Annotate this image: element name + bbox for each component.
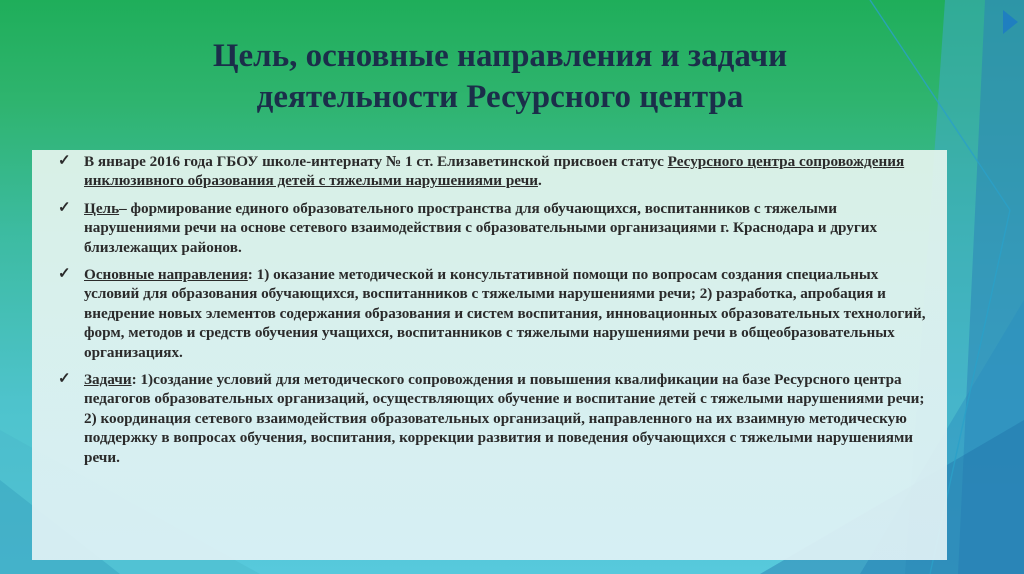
checkmark-icon: ✓ xyxy=(58,199,71,216)
content-box xyxy=(32,150,947,560)
slide-title: Цель, основные направления и задачи деятельности Ресурсного центра xyxy=(212,38,788,115)
item-label-directions: Основные направления xyxy=(84,266,248,284)
item-text: В январе 2016 года ГБОУ школе-интернату № 1 ст. Елизаветинской присвоен статус xyxy=(84,153,668,170)
checkmark-icon: ✓ xyxy=(58,266,71,283)
item-label-goal: Цель xyxy=(84,199,120,217)
item-text: – формирование единого образовательного пространства для обучающихся, воспитанников с тяжелыми нарушениями речи на основе сетевого взаимодействия с образовательными организациями г. Краснодара и других близлежащих районов. xyxy=(84,199,878,256)
item-text: : 1)создание условий для методического сопровождения и повышения квалификации на базе Ресурсного центра педагогов образовательных организаций, осуществляющих обучение и воспитание детей с тяжелыми нарушениями речи; 2) координация сетевого взаимодействия образовательных организаций, направленного на их взаимную методическую поддержку в вопросах обучения, воспитания, коррекции развития и поведения обучающихся с тяжелыми нарушениями речи. xyxy=(84,371,925,466)
item-text: : 1) оказание методической и консультативной помощи по вопросам создания специальных условий для образования обучающихся, воспитанников с тяжелыми нарушениями речи; 2) разработка, апробация и внедрение новых элементов содержания образования и систем воспитания, инновационных образовательных технологий, форм, методов и средств обучения учащихся, воспитанников с тяжелыми нарушениями речи в общеобразовательных организациях. xyxy=(84,266,926,361)
list-item xyxy=(54,370,934,467)
list-item xyxy=(54,199,934,257)
checkmark-icon: ✓ xyxy=(58,153,71,169)
resource-center-link[interactable]: Ресурсного центра сопровождения инклюзивного образования детей с тяжелыми нарушениями речи xyxy=(84,153,905,190)
list-item xyxy=(54,152,934,191)
checkmark-icon: ✓ xyxy=(58,371,71,388)
item-text-tail: . xyxy=(537,172,542,190)
item-label-tasks: Задачи xyxy=(84,371,132,389)
bullet-list xyxy=(54,152,934,475)
list-item xyxy=(54,265,934,362)
